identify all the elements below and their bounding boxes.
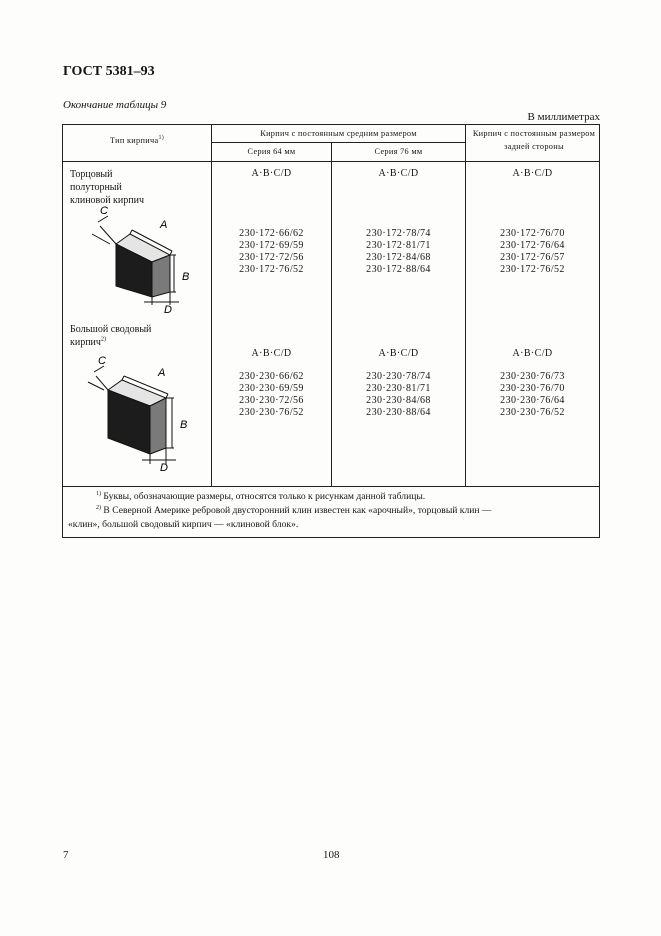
row1-label-d: D [164,304,172,315]
row1-label-c: C [100,205,108,217]
row2-brick-type: Большой сводовый кирпич$^{2)}$ [70,324,152,348]
row2-rear-values: 230·230·76/73 230·230·76/70 230·230·76/64 230·230·76/52 [500,371,565,418]
row2-s76-values: 230·230·78/74 230·230·81/71 230·230·84/68 230·230·88/64 [366,371,431,418]
row2-s64-values: 230·230·66/62 230·230·69/59 230·230·72/56 230·230·76/52 [239,371,304,418]
row2-label-c: C [98,355,106,367]
row2-label-a: A [158,367,166,379]
header-series-64: Серия 64 мм [247,147,296,156]
row1-s76-values: 230·172·78/74 230·172·81/71 230·172·84/68 230·172·88/64 [366,228,431,275]
row1-label-a: A [160,219,168,231]
footer-left-number: 7 [63,849,69,861]
row1-brick-type: Торцовый полуторный клиновой кирпич [70,169,144,206]
row2-s64-formula: A·B·C/D [251,348,292,359]
row2-brick-figure [80,350,195,475]
header-constant-rear: Кирпич с постоянным размером задней стороны [472,129,596,151]
footnote-2-cont: «клин», большой сводовый кирпич — «клиновой блок». [68,519,299,530]
row2-label-d: D [160,462,168,474]
row1-rear-formula: A·B·C/D [512,168,553,179]
row1-rear-values: 230·172·76/70 230·172·76/64 230·172·76/57 230·172·76/52 [500,228,565,275]
row2-s76-formula: A·B·C/D [378,348,419,359]
row1-s64-formula: A·B·C/D [251,168,292,179]
header-series-76: Серия 76 мм [374,147,423,156]
row1-brick-figure [80,200,195,315]
page-number: 108 [323,849,340,861]
row1-s64-values: 230·172·66/62 230·172·69/59 230·172·72/56 230·172·76/52 [239,228,304,275]
document-title: ГОСТ 5381–93 [63,64,155,79]
row2-label-b: B [180,419,188,431]
header-brick-type: Тип кирпича$^{1)}$ [109,135,165,145]
header-constant-average: Кирпич с постоянным средним размером [260,129,417,138]
row1-s76-formula: A·B·C/D [378,168,419,179]
table-caption: Окончание таблицы 9 [63,99,167,111]
row2-rear-formula: A·B·C/D [512,348,553,359]
units-label: В миллиметрах [527,111,600,123]
footnote-2: $^{2)}$ В Северной Америке ребровой двусторонний клин известен как «арочный», торцовый клин — [96,504,492,516]
table-footnotes [68,490,594,532]
row1-label-b: B [182,271,190,283]
footnote-1: $^{1)}$ Буквы, обозначающие размеры, относятся только к рисункам данной таблицы. [96,490,426,502]
